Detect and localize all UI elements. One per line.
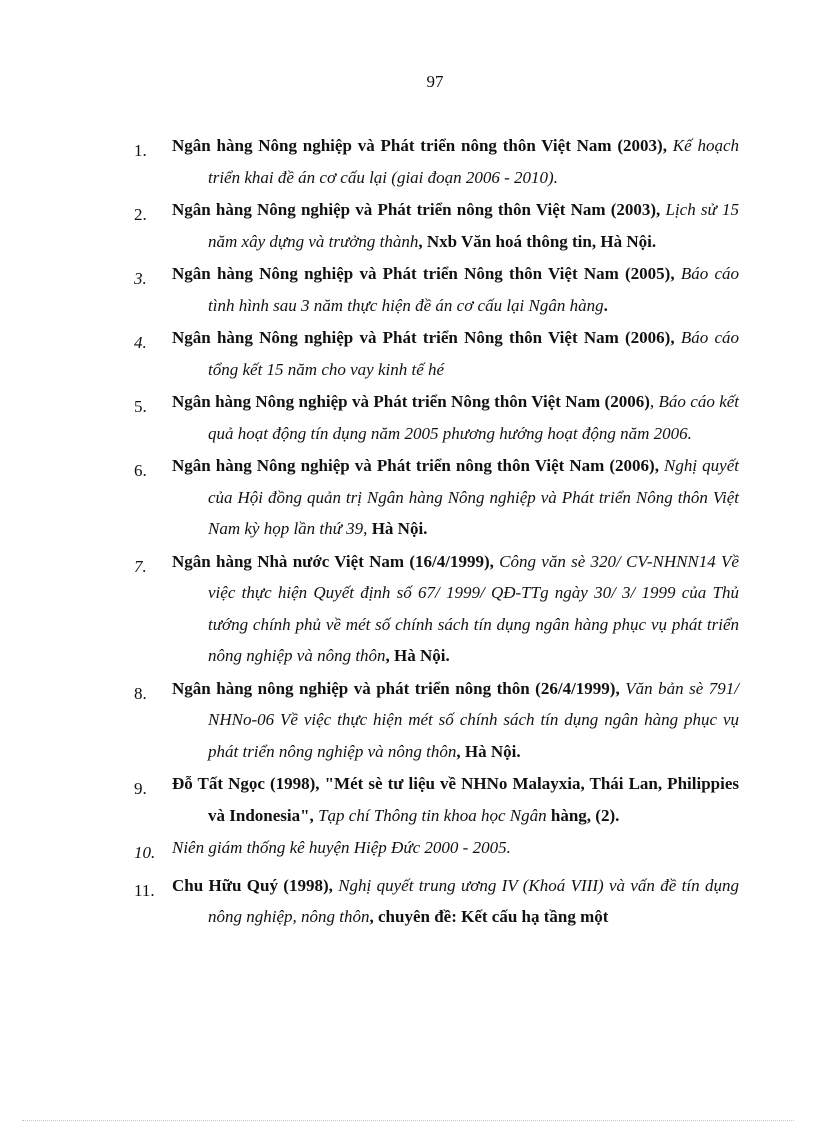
reference-plain-text: , Nxb Văn hoá thông tin, Hà Nội. (418, 231, 657, 251)
reference-text (172, 386, 739, 449)
reference-title-text: Văn bản sè 791/ NHNo-06 Về việc thực hiện mét số chính sách tín dụng ngân hàng phục vụ phát triển nông nghiệp và nông thôn (208, 678, 739, 761)
page-number: 97 (426, 72, 444, 91)
reference-plain-text: Ngân hàng Nông nghiệp và Phát triển Nông thôn Việt Nam (2006) (172, 392, 650, 411)
reference-item (134, 130, 739, 193)
reference-plain-text: Ngân hàng Nhà nước Việt Nam (16/4/1999), (172, 551, 500, 571)
reference-text (172, 450, 739, 545)
reference-list (134, 130, 739, 933)
reference-plain-text: Chu Hữu Quý (1998), (172, 875, 339, 895)
reference-item (134, 258, 739, 321)
reference-title-text: Báo cáo tổng kết 15 năm cho vay kinh tế hé (208, 328, 739, 379)
reference-text (172, 673, 739, 768)
reference-plain-text: Đỗ Tất Ngọc (1998), "Mét sè tư liệu về NHNo Malayxia, Thái Lan, Philippies và Indonesia", (172, 774, 739, 825)
page-bottom-divider (22, 1120, 794, 1121)
reference-text (172, 130, 739, 193)
reference-title-text: Báo cáo tình hình sau 3 năm thực hiện đề án cơ cấu lại Ngân hàng (208, 264, 739, 315)
reference-number: 6. (134, 461, 147, 480)
reference-item (134, 194, 739, 257)
reference-text (172, 870, 739, 933)
reference-item (134, 546, 739, 672)
reference-plain-text: Ngân hàng Nông nghiệp và Phát triển nông thôn Việt Nam (2006), (172, 456, 665, 475)
reference-text (172, 258, 739, 321)
reference-item (134, 832, 739, 869)
reference-plain-text: Ngân hàng Nông nghiệp và Phát triển nông thôn Việt Nam (2003), (172, 200, 666, 219)
reference-title-text: Nghị quyết của Hội đồng quản trị Ngân hàng Nông nghiệp và Phát triển Nông thôn Việt Nam kỳ họp lần thứ 39, (208, 456, 739, 538)
reference-item (134, 768, 739, 831)
reference-plain-text: Hà Nội. (367, 519, 428, 538)
reference-title-text: Nghị quyết trung ương IV (Khoá VIII) và vấn đề tín dụng nông nghiệp, nông thôn (208, 875, 739, 926)
reference-text (172, 768, 739, 831)
reference-item (134, 450, 739, 545)
reference-item (134, 870, 739, 933)
reference-plain-text: Ngân hàng Nông nghiệp và Phát triển Nông thôn Việt Nam (2006), (172, 328, 681, 347)
reference-number: 8. (134, 683, 147, 703)
reference-number: 3. (134, 269, 147, 288)
reference-plain-text: , Hà Nội. (385, 646, 450, 665)
reference-number: 1. (134, 141, 147, 160)
reference-plain-text: . (603, 295, 608, 315)
reference-title-text: Lịch sử 15 năm xây dựng và trưởng thành (208, 200, 739, 251)
reference-number: 2. (134, 205, 147, 224)
reference-title-text: Tạp chí Thông tin khoa học Ngân (318, 805, 547, 825)
reference-title-text: Công văn sè 320/ CV-NHNN14 Về việc thực hiện Quyết định số 67/ 1999/ QĐ-TTg ngày 30/ 3/ 1999 của Thủ tướng chính phủ về mét số chính sách tín dụng ngân hàng phục vụ phát triển nông nghiệp và nông thôn (208, 551, 739, 665)
reference-number: 9. (134, 779, 147, 798)
reference-number: 11. (134, 880, 155, 900)
reference-text (172, 546, 739, 672)
reference-plain-text: Ngân hàng nông nghiệp và phát triển nông thôn (26/4/1999), (172, 678, 626, 698)
reference-number: 5. (134, 397, 147, 416)
reference-number: 7. (134, 556, 147, 576)
reference-title-text: Kế hoạch triển khai đề án cơ cấu lại (giai đoạn 2006 - 2010). (208, 136, 739, 187)
reference-text (172, 832, 739, 864)
reference-plain-text: hàng, (2). (546, 805, 620, 825)
reference-plain-text: , chuyên đề: Kết cấu hạ tầng một (369, 907, 609, 926)
reference-text (172, 194, 739, 257)
reference-plain-text: Ngân hàng Nông nghiệp và Phát triển nông thôn Việt Nam (2003), (172, 136, 673, 155)
reference-number: 4. (134, 333, 147, 352)
reference-title-text: Niên giám thống kê huyện Hiệp Đức 2000 - 2005. (172, 838, 511, 857)
reference-item (134, 322, 739, 385)
reference-text (172, 322, 739, 385)
reference-plain-text: , Hà Nội. (456, 741, 521, 761)
reference-title-text: , Báo cáo kết quả hoạt động tín dụng năm 2005 phương hướng hoạt động năm 2006. (208, 392, 740, 443)
reference-item (134, 673, 739, 768)
reference-item (134, 386, 739, 449)
reference-number: 10. (134, 843, 156, 862)
reference-plain-text: Ngân hàng Nông nghiệp và Phát triển Nông thôn Việt Nam (2005), (172, 264, 681, 283)
